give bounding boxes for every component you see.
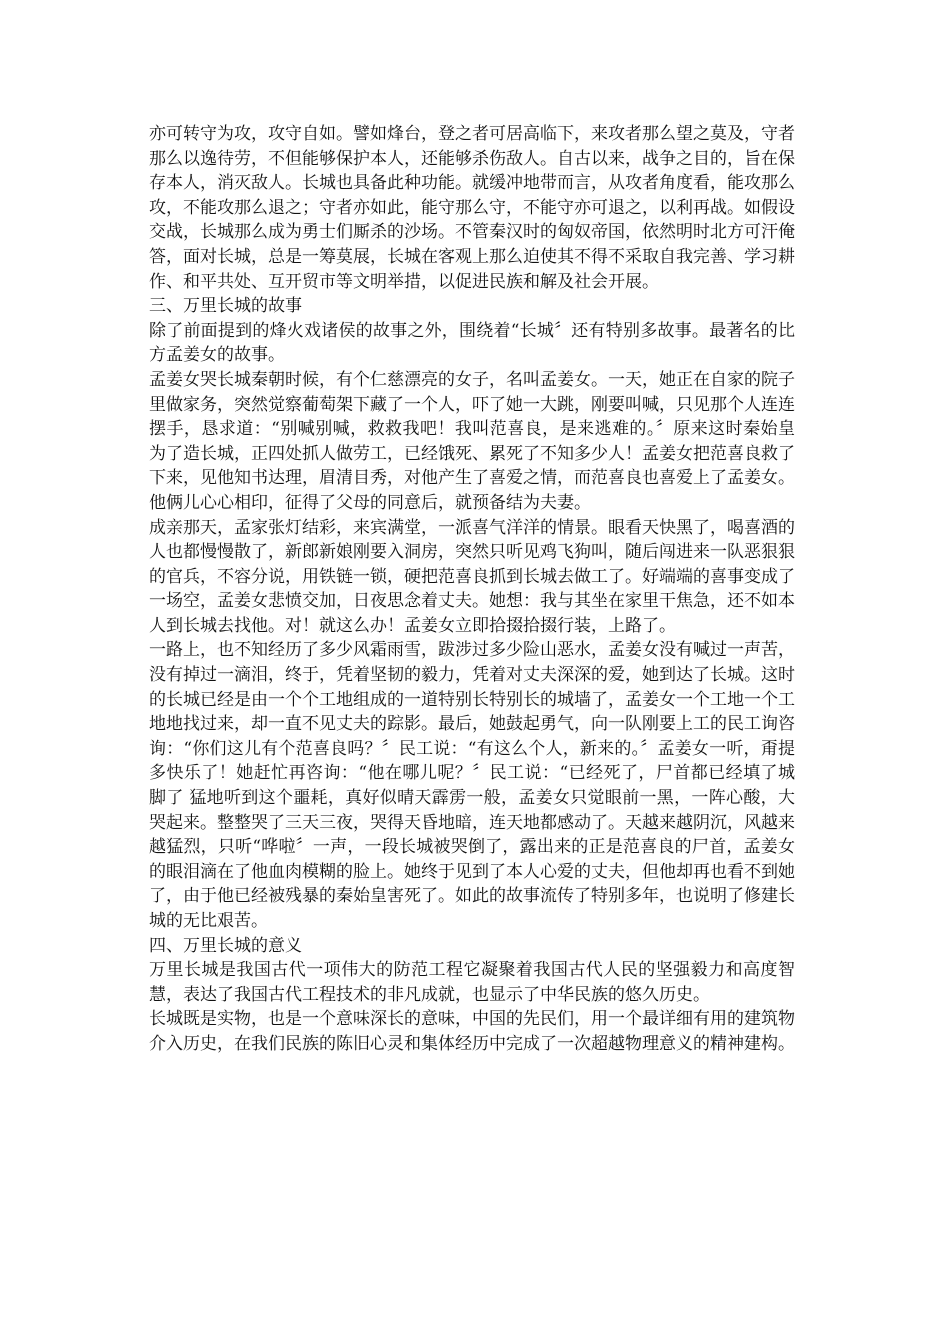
paragraph-significance-2: 长城既是实物，也是一个意味深长的意味，中国的先民们，用一个最详细有用的建筑物介入历史，在我们民族的陈旧心灵和集体经历中完成了一次超越物理意义的精神建构。 <box>149 1009 795 1054</box>
section-heading-stories: 三、万里长城的故事 <box>149 296 302 317</box>
paragraph-stories-intro: 除了前面提到的烽火戏诸侯的故事之外，围绕着“长城〞还有特别多故事。最著名的比方孟姜女的故事。 <box>149 320 795 366</box>
paragraph-defense-function: 亦可转守为攻，攻守自如。譬如烽台，登之者可居高临下，来攻者那么望之莫及，守者那么以逸待劳，不但能够保护本人，还能够杀伤敌人。自古以来，战争之目的，旨在保存本人，消灭敌人。长城也具备此种功能。就缓冲地带而言，从攻者角度看，能攻那么攻，不能攻那么退之；守者亦如此，能守那么守，不能守亦可退之，以利再战。如假设交战，长城那么成为勇士们厮杀的沙场。不管秦汉时的匈奴帝国，依然明时北方可汗俺答，面对长城，总是一筹莫展，长城在客观上那么迫使其不得不采取自我完善、学习耕作、和平共处、互开贸市等文明举措，以促进民族和解及社会开展。 <box>149 124 795 292</box>
paragraph-wedding-day: 成亲那天，孟家张灯结彩，来宾满堂，一派喜气洋洋的情景。眼看天快黑了，喝喜酒的人也都慢慢散了，新郎新娘刚要入洞房，突然只听见鸡飞狗叫，随后闯进来一队恶狠狠的官兵，不容分说，用铁链一锁，硬把范喜良抓到长城去做工了。好端端的喜事变成了一场空，孟姜女悲愤交加，日夜思念着丈夫。她想：我与其坐在家里干焦急，还不如本人到长城去找他。对！就这么办！孟姜女立即拾掇拾掇行装，上路了。 <box>149 517 795 636</box>
document-page <box>149 122 795 1057</box>
section-heading-significance: 四、万里长城的意义 <box>149 935 302 956</box>
paragraph-journey: 一路上，也不知经历了多少风霜雨雪，跋涉过多少险山恶水，孟姜女没有喊过一声苦，没有掉过一滴泪，终于，凭着坚韧的毅力，凭着对丈夫深深的爱，她到达了长城。这时的长城已经是由一个个工地组成的一道特别长特别长的城墙了，孟姜女一个工地一个工地地找过来，却一直不见丈夫的踪影。最后，她鼓起勇气，向一队刚要上工的民工询咨询：“你们这儿有个范喜良吗？〞民工说：“有这么个人，新来的。〞孟姜女一听，甭提多快乐了！她赶忙再咨询：“他在哪儿呢？〞民工说：“已经死了，尸首都已经填了城脚了 猛地听到这个噩耗，真好似晴天霹雳一般，孟姜女只觉眼前一黑，一阵心酸，大哭起来。整整哭了三天三夜，哭得天昏地暗，连天地都感动了。天越来越阴沉，风越来越猛烈，只听“哗啦〞一声，一段长城被哭倒了，露出来的正是范喜良的尸首，孟姜女的眼泪滴在了他血肉模糊的脸上。她终于见到了本人心爱的丈夫，但他却再也看不到她了，由于他已经被残暴的秦始皇害死了。如此的故事流传了特别多年，也说明了修建长城的无比艰苦。 <box>149 640 795 931</box>
paragraph-significance-1: 万里长城是我国古代一项伟大的防范工程它凝聚着我国古代人民的坚强毅力和高度智慧，表达了我国古代工程技术的非凡成就，也显示了中华民族的悠久历史。 <box>149 960 795 1005</box>
paragraph-meng-jiang-nv-meeting: 孟姜女哭长城秦朝时候，有个仁慈漂亮的女子，名叫孟姜女。一天，她正在自家的院子里做家务，突然觉察葡萄架下藏了一个人，吓了她一大跳，刚要叫喊，只见那个人连连摆手，恳求道：“别喊别喊，救救我吧！我叫范喜良，是来逃难的。〞原来这时秦始皇为了造长城，正四处抓人做劳工，已经饿死、累死了不知多少人！孟姜女把范喜良救了下来，见他知书达理，眉清目秀，对他产生了喜爱之情，而范喜良也喜爱上了孟姜女。他俩儿心心相印，征得了父母的同意后，就预备结为夫妻。 <box>149 369 795 513</box>
